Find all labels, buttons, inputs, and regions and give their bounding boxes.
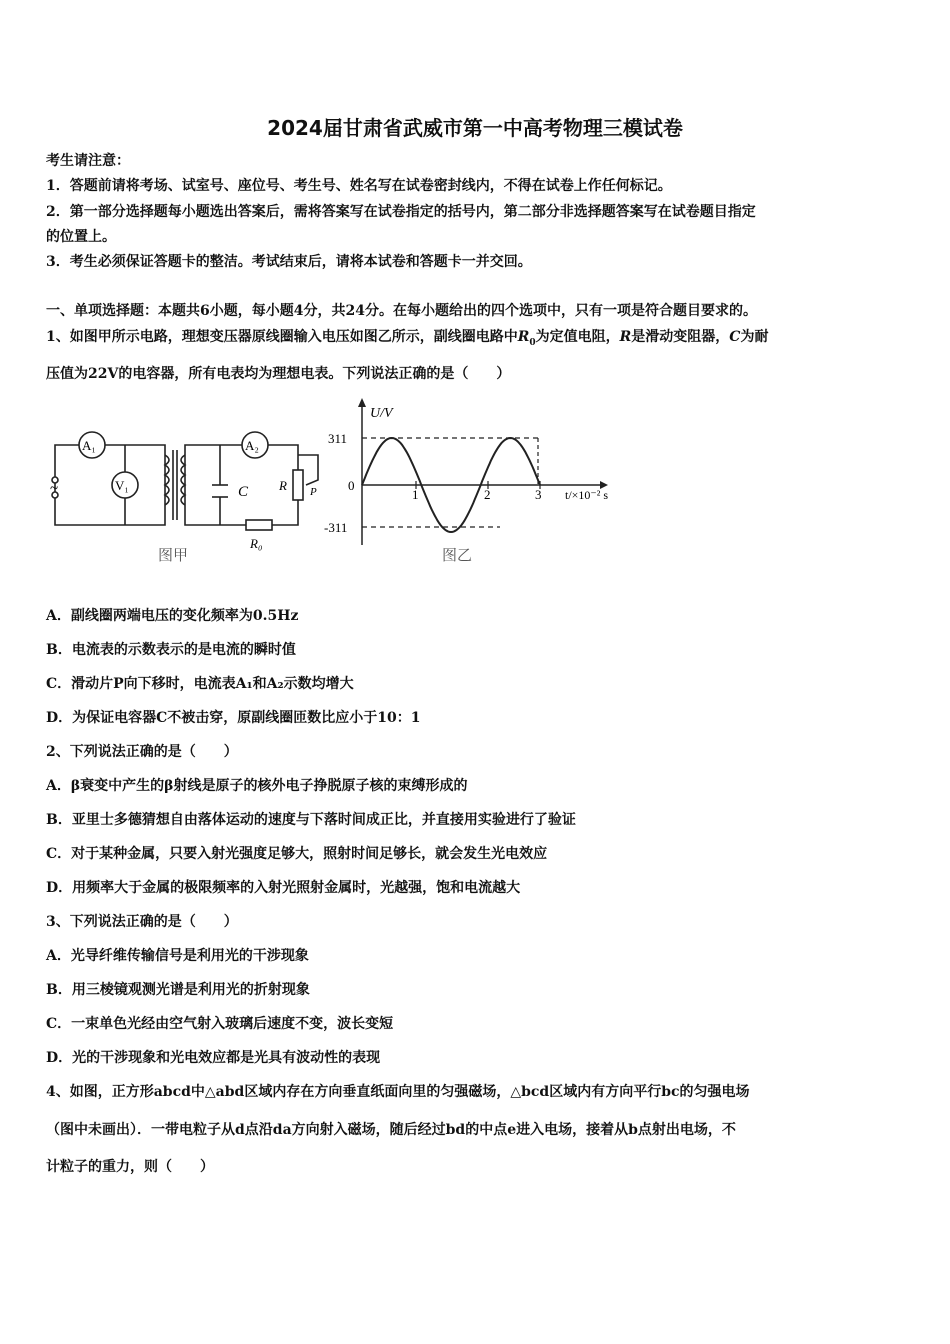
q1-r0-sub: 0 xyxy=(529,337,536,348)
q1-r-symbol: R xyxy=(619,329,632,345)
label-a2: A₂ xyxy=(245,438,259,453)
y-max-label: 311 xyxy=(328,431,348,446)
q1-r0-symbol: R xyxy=(517,329,530,345)
rheostat-r xyxy=(293,470,303,500)
origin-label: 0 xyxy=(348,478,355,493)
label-r: R xyxy=(279,478,287,493)
q4-stem-line1: 4、如图，正方形abcd中△abd区域内存在方向垂直纸面向里的匀强磁场，△bcd区域内有方向平行bc的匀强电场 xyxy=(46,1084,750,1100)
notice-item-1: 1．答题前请将考场、试室号、座位号、考生号、姓名写在试卷密封线内，不得在试卷上作任何标记。 xyxy=(46,178,672,194)
q2-option-a: A．β衰变中产生的β射线是原子的核外电子挣脱原子核的束缚形成的 xyxy=(46,778,468,794)
q1-stem-text-c: 是滑动变阻器， xyxy=(631,329,730,345)
x-tick-1: 1 xyxy=(412,487,419,502)
q3-option-b: B．用三棱镜观测光谱是利用光的折射现象 xyxy=(46,982,310,998)
q4-stem-line2: （图中未画出）．一带电粒子从d点沿da方向射入磁场，随后经过bd的中点e进入电场，接着从b点射出电场，不 xyxy=(46,1122,736,1138)
y-axis-label: U/V xyxy=(370,406,393,421)
notice-heading: 考生请注意： xyxy=(46,153,130,169)
q1-option-d: D．为保证电容器C不被击穿，原副线圈匝数比应小于10：1 xyxy=(46,710,421,726)
q2-option-b: B．亚里士多德猜想自由落体运动的速度与下落时间成正比，并直接用实验进行了验证 xyxy=(46,812,576,828)
waveform-chart xyxy=(358,398,608,545)
x-tick-2: 2 xyxy=(484,487,491,502)
page-title: 2024届甘肃省武威市第一中高考物理三模试卷 xyxy=(267,116,683,140)
q1-option-b: B．电流表的示数表示的是电流的瞬时值 xyxy=(46,642,296,658)
q3-option-d: D．光的干涉现象和光电效应都是光具有波动性的表现 xyxy=(46,1050,381,1066)
section-heading: 一、单项选择题：本题共6小题，每小题4分，共24分。在每小题给出的四个选项中，只有一项是符合题目要求的。 xyxy=(46,303,757,319)
ac-source-symbol: ~ xyxy=(50,481,59,497)
x-tick-3: 3 xyxy=(535,487,542,502)
notice-item-3: 3．考生必须保证答题卡的整洁。考试结束后，请将本试卷和答题卡一并交回。 xyxy=(46,254,532,270)
q1-c-symbol: C xyxy=(729,329,741,345)
q1-stem-line1 xyxy=(46,328,768,352)
primary-loop xyxy=(55,445,165,525)
q1-figure xyxy=(40,395,640,575)
q1-stem-text-a: 1、如图甲所示电路，理想变压器原线圈输入电压如图乙所示，副线圈电路中 xyxy=(46,329,518,345)
q3-option-a: A．光导纤维传输信号是利用光的干涉现象 xyxy=(46,948,309,964)
label-r0: R₀ xyxy=(250,536,263,551)
caption-left: 图甲 xyxy=(158,548,189,564)
q1-stem-line2: 压值为22V的电容器，所有电表均为理想电表。下列说法正确的是（ ） xyxy=(46,366,511,382)
q1-option-a: A．副线圈两端电压的变化频率为0.5Hz xyxy=(46,608,299,624)
q3-stem: 3、下列说法正确的是（ ） xyxy=(46,914,238,930)
q2-stem: 2、下列说法正确的是（ ） xyxy=(46,744,238,760)
x-axis-label: t/×10⁻² s xyxy=(565,488,609,502)
caption-right: 图乙 xyxy=(442,548,473,564)
label-p: P xyxy=(310,486,317,498)
q3-option-c: C．一束单色光经由空气射入玻璃后速度不变，波长变短 xyxy=(46,1016,394,1032)
notice-item-2: 2．第一部分选择题每小题选出答案后，需将答案写在试卷指定的括号内，第二部分非选择题答案写在试卷题目指定 xyxy=(46,204,756,220)
q1-stem-text-d: 为耐 xyxy=(740,329,769,345)
q4-stem-line3: 计粒子的重力，则（ ） xyxy=(46,1159,214,1175)
q2-option-d: D．用频率大于金属的极限频率的入射光照射金属时，光越强，饱和电流越大 xyxy=(46,880,521,896)
q1-option-c: C．滑动片P向下移时，电流表A₁和A₂示数均增大 xyxy=(46,676,354,692)
resistor-r0 xyxy=(246,520,272,530)
label-capacitor: C xyxy=(238,484,249,500)
q1-stem-text-b: 为定值电阻， xyxy=(535,329,620,345)
y-min-label: -311 xyxy=(324,520,348,535)
notice-item-2-cont: 的位置上。 xyxy=(46,229,116,245)
q2-option-c: C．对于某种金属，只要入射光强度足够大，照射时间足够长，就会发生光电效应 xyxy=(46,846,548,862)
label-v1: V₁ xyxy=(115,478,129,493)
label-a1: A₁ xyxy=(82,438,96,453)
